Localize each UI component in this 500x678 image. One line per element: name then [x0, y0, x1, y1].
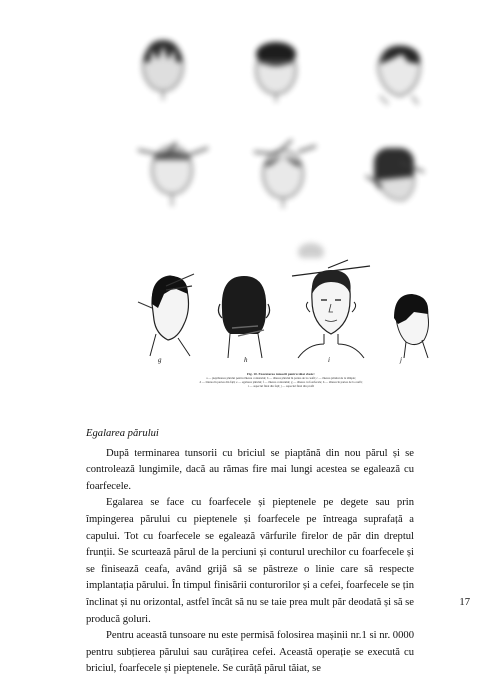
paragraph: După terminarea tunsorii cu briciul se piaptănă din nou părul și se controlează lungimile, dacă au rămas fire mai lungi acestea se egalează cu foarfecele. — [86, 447, 414, 492]
figure-caption-line: d — tăierea în partea din față; e — egalarea părului; f — tăierea conturului; g — tăierea cu foarfecele; h — tăierea în partea de la ceafă; — [199, 380, 363, 384]
figure-head-back-top — [136, 36, 190, 100]
figure-head-side — [368, 38, 428, 108]
section-heading: Egalarea părului — [86, 428, 159, 439]
figure-cutting-top — [246, 136, 320, 208]
figure-caption — [196, 372, 366, 388]
figure-j-profile — [384, 290, 434, 364]
figure-caption-title: Fig. 10. Executarea tunsorii pentru tăiat clasic: — [247, 372, 315, 376]
figure-caption-line: a — pieptănarea părului pentru tăierea conturului; b — tăierea părului în partea de la ceafă; c — tăierea părului de la tâmple; — [206, 376, 356, 380]
panel-label-j: j — [400, 356, 402, 364]
body-text — [86, 426, 414, 678]
figure-h-nape — [214, 270, 274, 360]
figure-g-scissors-side — [134, 268, 196, 358]
figure-caption-line: i — aspectul final din față; j — aspectul final din profil — [247, 384, 315, 388]
page-number: 17 — [459, 597, 470, 608]
figure-partial-head — [296, 238, 326, 258]
paragraph: Pentru această tunsoare nu este permisă folosirea mașinii nr.1 si nr. 0000 pentru subțierea părului sau curățirea cefei. Această operație se execută cu briciul, foarfecele și pieptenele. Se curăță părul tăiat, se — [86, 630, 414, 675]
figure-i-front-face — [288, 258, 374, 362]
panel-label-i: i — [328, 356, 330, 364]
paragraph: Egalarea se face cu foarfecele și pieptenele pe degete sau prin împingerea părului cu pieptenele și foarfecele pe întreaga suprafață a capului. Tot cu foarfecele se egalează vârfurile firelor de păr din dreptul frunții. Se scurtează părul de la perciuni și conturul urechilor cu foarfecele și se finisează ceafa, având grijă să se păstreze o linie care să respecte implantația părului. În timpul finisării conturorilor și a cefei, foarfecele se țin înclinat și nu orizontal, astfel încât să nu se taie prea mult păr deodată și să se producă goluri. — [86, 497, 415, 625]
illustration-plate — [128, 36, 428, 388]
figure-cutting-side — [364, 140, 428, 210]
figure-cutting-front — [136, 136, 210, 206]
panel-label-h: h — [244, 356, 248, 364]
panel-label-g: g — [158, 356, 162, 364]
figure-head-top-comb — [246, 36, 306, 102]
